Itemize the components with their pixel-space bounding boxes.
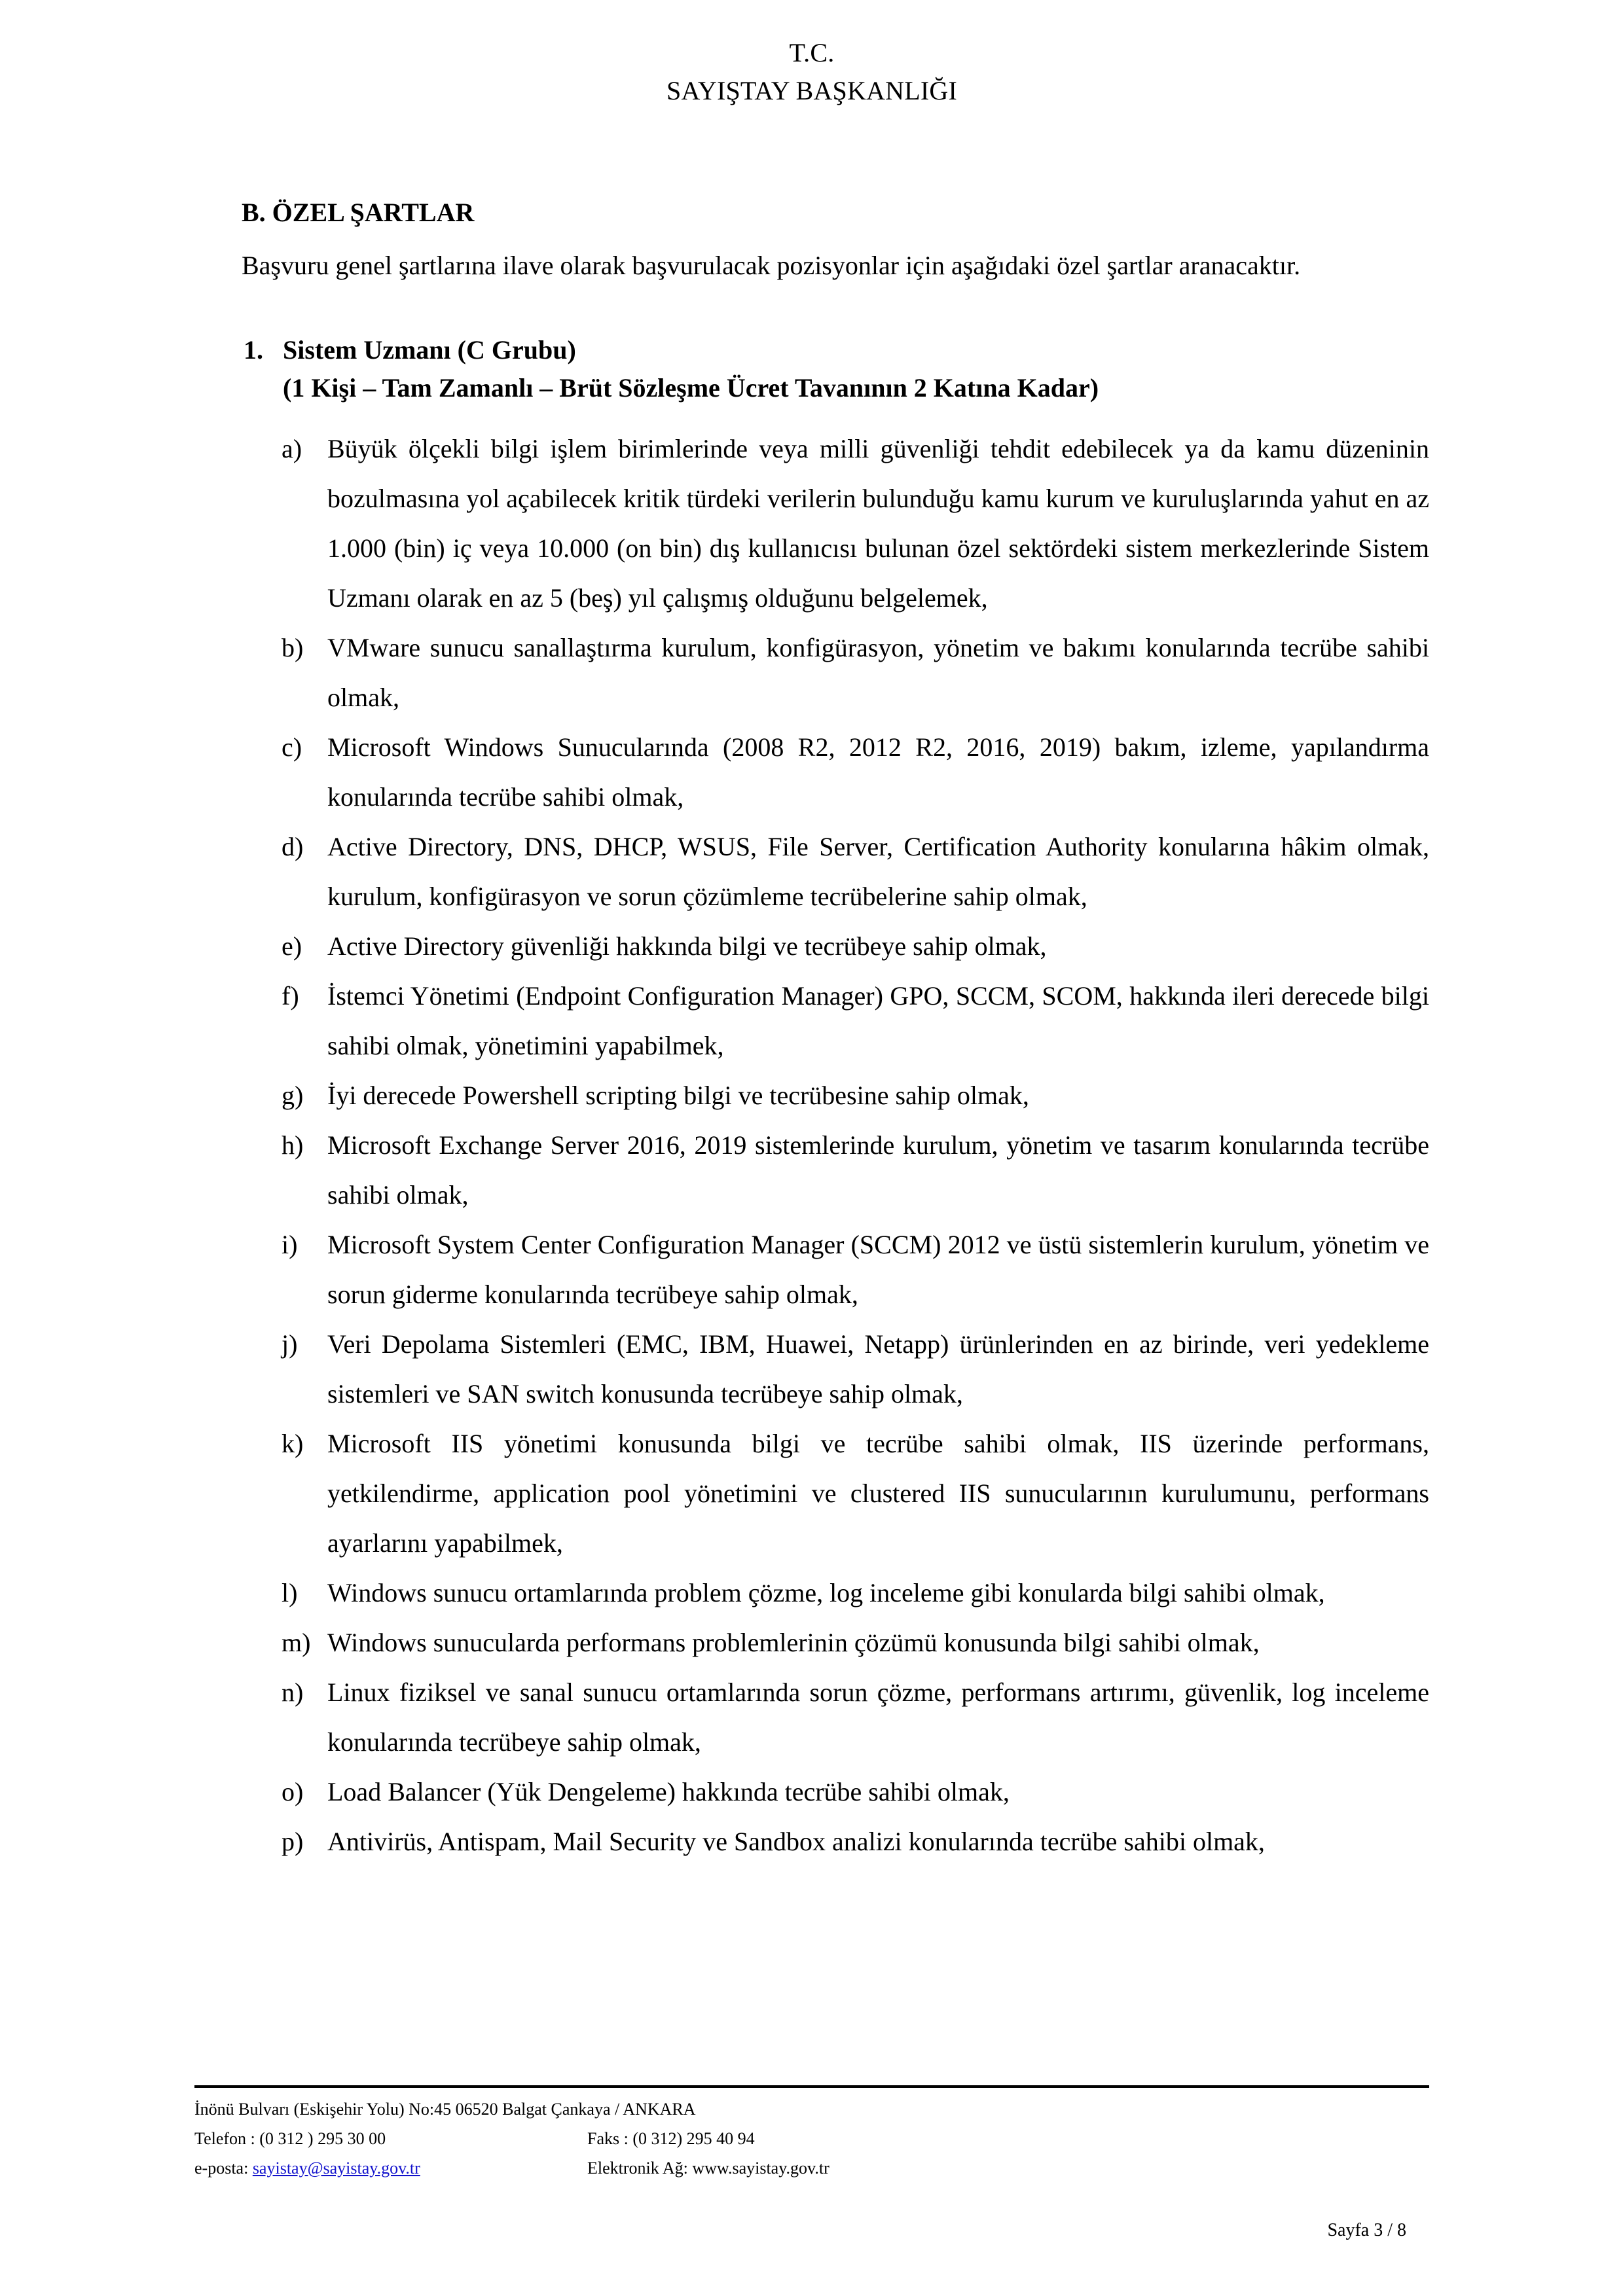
- requirement-marker: i): [282, 1230, 298, 1259]
- requirement-marker: g): [282, 1081, 304, 1110]
- requirement-item: [282, 1220, 1429, 1319]
- header-line-institution: SAYIŞTAY BAŞKANLIĞI: [666, 76, 957, 105]
- requirement-marker: a): [282, 434, 302, 463]
- requirement-text: Büyük ölçekli bilgi işlem birimlerinde veya milli güvenliği tehdit edebilecek ya da kamu düzeninin bozulmasına yol açabilecek kritik türdeki verilerin bulunduğu kamu kurum ve kuruluşlarında yahut en az 1.000 (bin) iç veya 10.000 (on bin) dış kullanıcısı bulunan özel sektördeki sistem merkezlerinde Sistem Uzmanı olarak en az 5 (beş) yıl çalışmış olduğunu belgelemek,: [327, 434, 1429, 613]
- requirement-text: İstemci Yönetimi (Endpoint Configuration Manager) GPO, SCCM, SCOM, hakkında ileri derecede bilgi sahibi olmak, yönetimini yapabilmek,: [327, 981, 1429, 1060]
- requirement-text: Active Directory, DNS, DHCP, WSUS, File Server, Certification Authority konularına hâkim olmak, kurulum, konfigürasyon ve sorun çözümleme tecrübelerine sahip olmak,: [327, 832, 1429, 911]
- requirement-item: [282, 1568, 1429, 1618]
- requirement-marker: k): [282, 1429, 304, 1458]
- document-header: [194, 34, 1429, 110]
- requirement-text: Microsoft IIS yönetimi konusunda bilgi ve tecrübe sahibi olmak, IIS üzerinde performans, yetkilendirme, application pool yönetimini ve clustered IIS sunucularının kurulumunu, performans ayarlarını yapabilmek,: [327, 1429, 1429, 1558]
- requirement-marker: j): [282, 1329, 298, 1359]
- intro-paragraph: Başvuru genel şartlarına ilave olarak başvurulacak pozisyonlar için aşağıdaki özel şartlar aranacaktır.: [242, 251, 1301, 280]
- position-block: [194, 331, 1429, 407]
- requirement-item: [282, 1668, 1429, 1767]
- requirement-text: VMware sunucu sanallaştırma kurulum, konfigürasyon, yönetim ve bakımı konularında tecrübe sahibi olmak,: [327, 633, 1429, 712]
- footer-email-label: e-posta:: [194, 2159, 249, 2178]
- requirement-marker: l): [282, 1578, 298, 1607]
- footer-web: Elektronik Ağ: www.sayistay.gov.tr: [587, 2159, 830, 2178]
- requirement-marker: m): [282, 1628, 311, 1657]
- page-footer: [194, 2085, 1429, 2183]
- requirement-text: Microsoft Windows Sunucularında (2008 R2, 2012 R2, 2016, 2019) bakım, izleme, yapılandırma konularında tecrübe sahibi olmak,: [327, 732, 1429, 812]
- requirement-text: Load Balancer (Yük Dengeleme) hakkında tecrübe sahibi olmak,: [327, 1777, 1010, 1806]
- requirement-item: [282, 922, 1429, 971]
- requirement-item: [282, 1071, 1429, 1121]
- requirement-text: Microsoft System Center Configuration Manager (SCCM) 2012 ve üstü sistemlerin kurulum, yönetim ve sorun giderme konularında tecrübeye sahip olmak,: [327, 1230, 1429, 1309]
- requirement-marker: e): [282, 931, 302, 961]
- requirement-marker: b): [282, 633, 304, 662]
- requirement-item: [282, 822, 1429, 922]
- requirement-text: Windows sunucu ortamlarında problem çözme, log inceleme gibi konularda bilgi sahibi olmak,: [327, 1578, 1325, 1607]
- requirement-item: [282, 1817, 1429, 1867]
- footer-address: İnönü Bulvarı (Eskişehir Yolu) No:45 06520 Balgat Çankaya / ANKARA: [194, 2100, 696, 2119]
- requirement-text: Active Directory güvenliği hakkında bilgi ve tecrübeye sahip olmak,: [327, 931, 1047, 961]
- requirement-item: [282, 623, 1429, 723]
- requirement-text: Linux fiziksel ve sanal sunucu ortamlarında sorun çözme, performans artırımı, güvenlik, log inceleme konularında tecrübeye sahip olmak,: [327, 1677, 1429, 1757]
- requirement-marker: c): [282, 732, 302, 762]
- requirement-item: [282, 1121, 1429, 1220]
- header-line-tc: T.C.: [789, 38, 835, 67]
- requirement-marker: h): [282, 1130, 304, 1160]
- requirement-text: İyi derecede Powershell scripting bilgi ve tecrübesine sahip olmak,: [327, 1081, 1029, 1110]
- requirements-list: [194, 424, 1429, 1867]
- requirement-marker: n): [282, 1677, 304, 1707]
- section-heading: B. ÖZEL ŞARTLAR: [242, 198, 475, 227]
- footer-phone: Telefon : (0 312 ) 295 30 00: [194, 2129, 386, 2148]
- requirement-text: Microsoft Exchange Server 2016, 2019 sistemlerinde kurulum, yönetim ve tasarım konularında tecrübe sahibi olmak,: [327, 1130, 1429, 1210]
- requirement-item: [282, 1767, 1429, 1817]
- position-subtitle: (1 Kişi – Tam Zamanlı – Brüt Sözleşme Ücret Tavanının 2 Katına Kadar): [283, 373, 1099, 403]
- requirement-item: [282, 723, 1429, 822]
- requirement-text: Veri Depolama Sistemleri (EMC, IBM, Huawei, Netapp) ürünlerinden en az birinde, veri yedekleme sistemleri ve SAN switch konusunda tecrübeye sahip olmak,: [327, 1329, 1429, 1408]
- requirement-item: [282, 1618, 1429, 1668]
- footer-email-link[interactable]: sayistay@sayistay.gov.tr: [252, 2159, 420, 2178]
- page-number: Sayfa 3 / 8: [1327, 2220, 1406, 2240]
- footer-divider: [194, 2085, 1429, 2088]
- requirement-item: [282, 1319, 1429, 1419]
- footer-email-cell: [194, 2153, 587, 2183]
- requirement-marker: d): [282, 832, 304, 861]
- position-number: 1.: [244, 335, 263, 365]
- footer-contact-row-1: [194, 2124, 1429, 2153]
- footer-contact-row-2: [194, 2153, 1429, 2183]
- requirement-item: [282, 1419, 1429, 1568]
- document-body: [194, 196, 1429, 1877]
- position-titles: [283, 331, 1429, 407]
- requirement-text: Windows sunucularda performans problemlerinin çözümü konusunda bilgi sahibi olmak,: [327, 1628, 1260, 1657]
- requirement-text: Antivirüs, Antispam, Mail Security ve Sandbox analizi konularında tecrübe sahibi olmak,: [327, 1827, 1265, 1856]
- requirement-marker: p): [282, 1827, 304, 1856]
- footer-fax: Faks : (0 312) 295 40 94: [587, 2129, 755, 2148]
- requirement-marker: f): [282, 981, 299, 1011]
- requirement-item: [282, 971, 1429, 1071]
- position-title: Sistem Uzmanı (C Grubu): [283, 335, 576, 365]
- requirement-marker: o): [282, 1777, 304, 1806]
- requirement-item: [282, 424, 1429, 623]
